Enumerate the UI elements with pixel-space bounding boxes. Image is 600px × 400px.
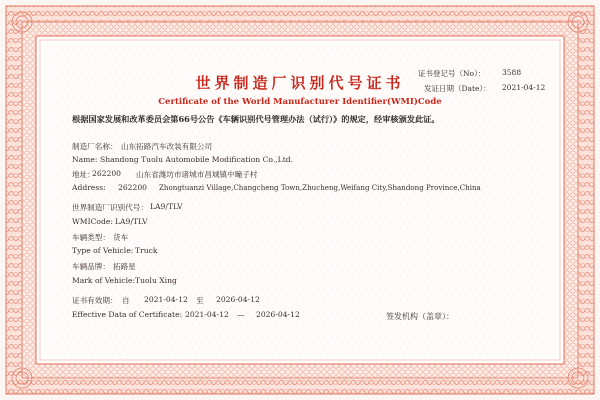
reg-no-value: 3588 [502, 68, 522, 77]
addr-en-value: Zhongtuanzi Village,Changcheng Town,Zhucheng,Weifang City,Shandong Province,China [159, 183, 481, 192]
addr-cn-value: 山东省潍坊市诸城市昌城镇中疃子村 [136, 170, 258, 179]
brand-en-value: Tuolu Xing [135, 276, 177, 285]
valid-en-to: 2026-04-12 [256, 310, 300, 319]
valid-cn-label: 证书有效期： [72, 296, 118, 305]
type-cn-label: 车辆类型： [72, 233, 110, 242]
addr-en-label: Address: [72, 183, 106, 192]
wmi-en-label: WMICode: [72, 217, 113, 226]
issue-date-label: 发证日期（Date）： [424, 84, 491, 93]
name-en-label: Name: [72, 155, 98, 164]
valid-cn-from: 2021-04-12 [144, 295, 188, 304]
wmi-cn-label: 世界制造厂识别代号： [72, 203, 148, 212]
zip-cn-value: 262200 [92, 169, 121, 178]
wmi-cn-value: LA9/TLV [150, 202, 183, 211]
addr-cn-label: 地址： [72, 170, 95, 179]
type-cn-value: 货车 [113, 233, 129, 242]
valid-cn-to: 2026-04-12 [216, 295, 260, 304]
name-cn-value: 山东拓路汽车改装有限公司 [121, 142, 213, 151]
issuer-label: 签发机构（盖章）： [386, 312, 454, 321]
valid-en-from: 2021-04-12 [185, 310, 229, 319]
name-en-value: Shandong Tuolu Automobile Modification Co.,Ltd. [100, 155, 294, 164]
brand-cn-value: 拓路星 [113, 262, 136, 271]
type-en-label: Type of Vehicle: [72, 246, 134, 255]
certificate-title-cn: 世界制造厂识别代号证书 [195, 74, 405, 92]
zip-en-value: 262200 [118, 183, 147, 192]
valid-cn-to-word: 至 [196, 296, 204, 305]
issue-date-value: 2021-04-12 [502, 83, 546, 92]
valid-en-label: Effective Data of Certificate: [72, 310, 183, 319]
valid-cn-from-word: 自 [122, 296, 130, 305]
name-cn-label: 制造厂名称： [72, 142, 118, 151]
brand-cn-label: 车辆品牌： [72, 262, 110, 271]
wmi-en-value: LA9/TLV [115, 217, 148, 226]
certificate-title-en: Certificate of the World Manufacturer Identifier(WMI)Code [158, 97, 442, 107]
valid-en-dash: — [237, 310, 245, 319]
certificate-intro: 根据国家发展和改革委员会第66号公告《车辆识别代号管理办法（试行）》的规定，经审核颁发此证。 [72, 114, 440, 124]
reg-no-label: 证书登记号（No）： [418, 69, 486, 78]
type-en-value: Truck [135, 246, 158, 255]
brand-en-label: Mark of Vehicle: [72, 276, 136, 285]
